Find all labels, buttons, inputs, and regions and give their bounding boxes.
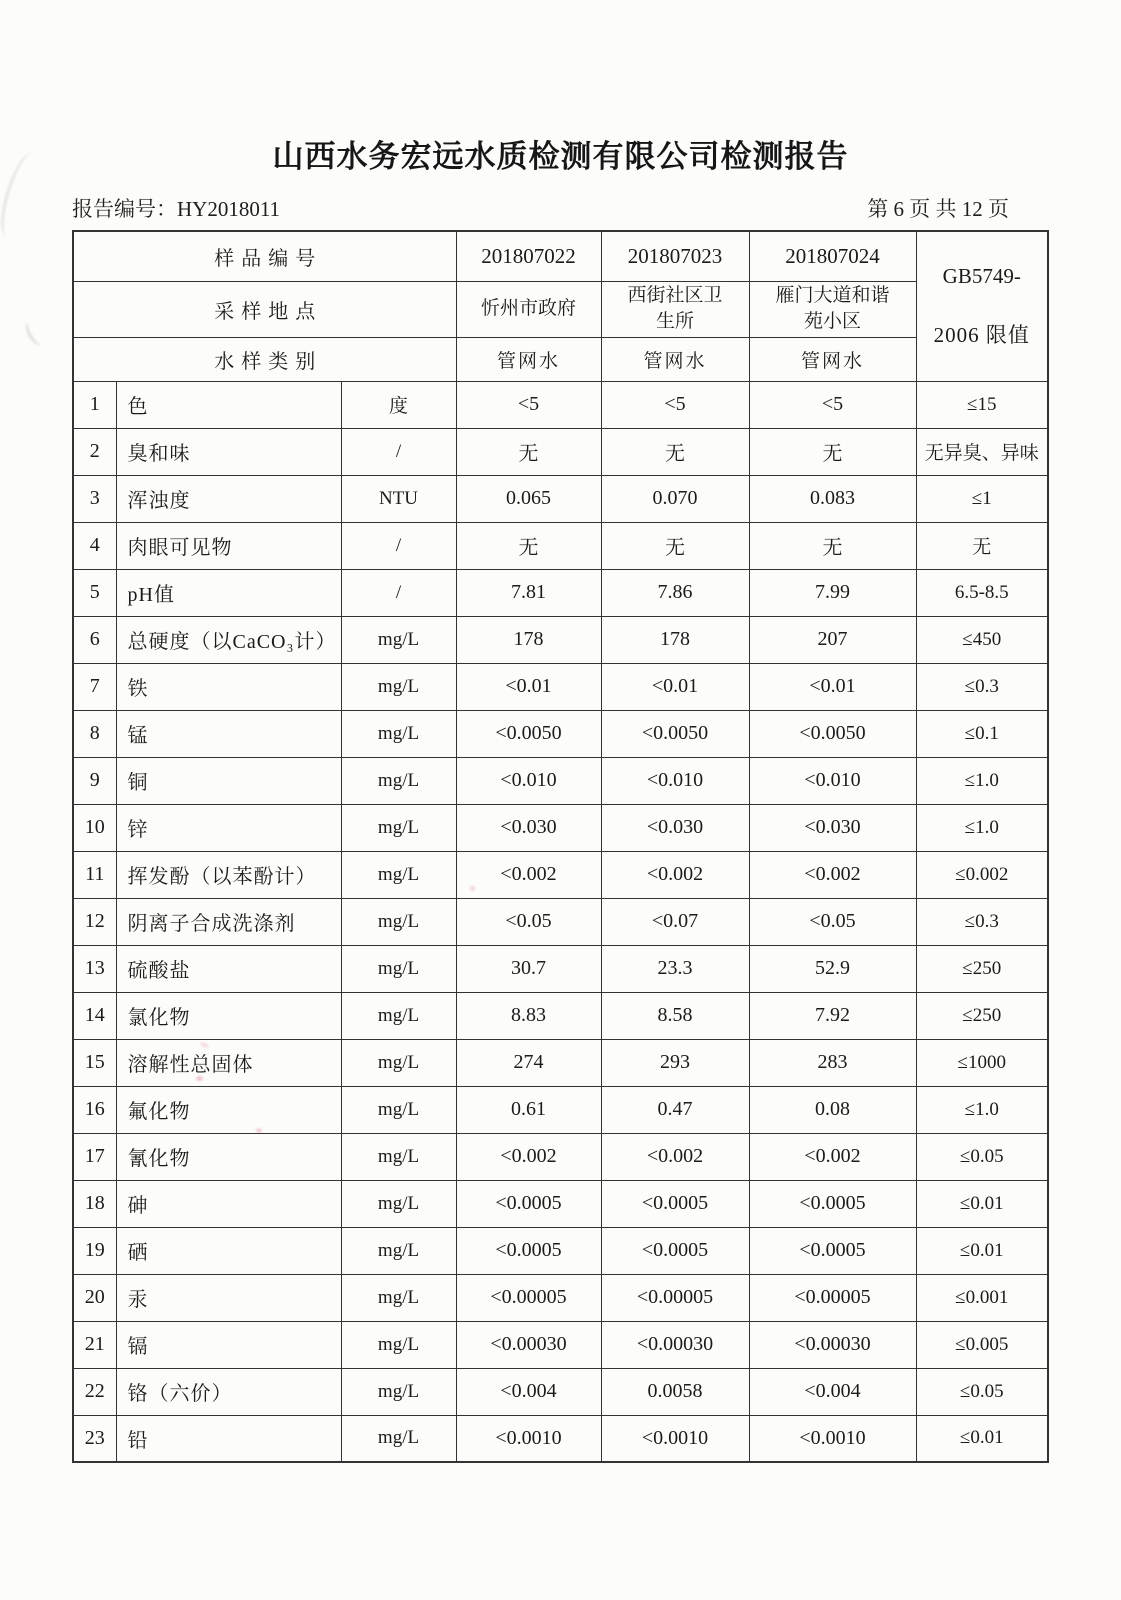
value-sample-3: 无 xyxy=(749,522,916,569)
value-sample-3: <0.00030 xyxy=(749,1321,916,1368)
table-row xyxy=(73,1180,1048,1227)
parameter-unit: mg/L xyxy=(341,1180,456,1227)
parameter-unit: mg/L xyxy=(341,1274,456,1321)
limit-value: ≤1000 xyxy=(916,1039,1048,1086)
parameter-unit: / xyxy=(341,522,456,569)
value-sample-1: <0.0005 xyxy=(456,1227,601,1274)
parameter-name: pH值 xyxy=(116,569,341,616)
value-sample-2: 0.070 xyxy=(601,475,749,522)
table-row xyxy=(73,428,1048,475)
value-sample-3: <0.0010 xyxy=(749,1415,916,1462)
value-sample-3: <0.030 xyxy=(749,804,916,851)
type-sample-2: 管网水 xyxy=(601,337,749,381)
limit-value: ≤1.0 xyxy=(916,804,1048,851)
parameter-unit: mg/L xyxy=(341,804,456,851)
table-row xyxy=(73,1086,1048,1133)
value-sample-2: <0.0010 xyxy=(601,1415,749,1462)
row-index: 3 xyxy=(73,475,116,522)
parameter-name: 锰 xyxy=(116,710,341,757)
parameter-name: 铜 xyxy=(116,757,341,804)
value-sample-2: 无 xyxy=(601,522,749,569)
value-sample-2: 178 xyxy=(601,616,749,663)
value-sample-1: <0.002 xyxy=(456,851,601,898)
value-sample-2: <0.030 xyxy=(601,804,749,851)
parameter-name: 臭和味 xyxy=(116,428,341,475)
value-sample-1: 7.81 xyxy=(456,569,601,616)
row-index: 13 xyxy=(73,945,116,992)
value-sample-3: <0.004 xyxy=(749,1368,916,1415)
page-indicator: 第 6 页 共 12 页 xyxy=(867,197,1009,221)
value-sample-3: 0.083 xyxy=(749,475,916,522)
value-sample-2: <5 xyxy=(601,381,749,428)
value-sample-1: <5 xyxy=(456,381,601,428)
report-number: 报告编号：HY2018011 xyxy=(72,197,281,221)
limit-value: ≤1.0 xyxy=(916,757,1048,804)
parameter-unit: mg/L xyxy=(341,663,456,710)
value-sample-2: <0.002 xyxy=(601,851,749,898)
scan-smudge xyxy=(22,318,47,348)
parameter-name: 砷 xyxy=(116,1180,341,1227)
parameter-name: 总硬度（以CaCO₃计） xyxy=(116,616,341,663)
table-row xyxy=(73,569,1048,616)
table-row xyxy=(73,1274,1048,1321)
parameter-unit: NTU xyxy=(341,475,456,522)
table-row xyxy=(73,616,1048,663)
parameter-unit: mg/L xyxy=(341,757,456,804)
parameter-unit: mg/L xyxy=(341,992,456,1039)
row-index: 8 xyxy=(73,710,116,757)
row-index: 4 xyxy=(73,522,116,569)
parameter-unit: mg/L xyxy=(341,1368,456,1415)
parameter-name: 硒 xyxy=(116,1227,341,1274)
sample-id-3: 201807024 xyxy=(749,231,916,281)
value-sample-2: <0.00030 xyxy=(601,1321,749,1368)
value-sample-2: <0.01 xyxy=(601,663,749,710)
table-row xyxy=(73,663,1048,710)
page-title: 山西水务宏远水质检测有限公司检测报告 xyxy=(272,139,849,174)
meta-row xyxy=(72,193,1047,223)
type-sample-1: 管网水 xyxy=(456,337,601,381)
value-sample-1: 无 xyxy=(456,522,601,569)
table-row xyxy=(73,475,1048,522)
value-sample-1: <0.004 xyxy=(456,1368,601,1415)
value-sample-3: 52.9 xyxy=(749,945,916,992)
value-sample-2: 7.86 xyxy=(601,569,749,616)
value-sample-2: 23.3 xyxy=(601,945,749,992)
row-index: 18 xyxy=(73,1180,116,1227)
parameter-name: 氯化物 xyxy=(116,992,341,1039)
results-table-body xyxy=(73,381,1048,1462)
value-sample-2: <0.0050 xyxy=(601,710,749,757)
value-sample-3: <5 xyxy=(749,381,916,428)
table-row xyxy=(73,1321,1048,1368)
value-sample-2: <0.07 xyxy=(601,898,749,945)
limit-value: 无异臭、异味 xyxy=(916,428,1048,475)
value-sample-1: 274 xyxy=(456,1039,601,1086)
value-sample-2: <0.002 xyxy=(601,1133,749,1180)
limit-standard-line2: 2006 限值 xyxy=(933,322,1030,347)
location-label: 采样地点 xyxy=(73,281,456,337)
row-index: 6 xyxy=(73,616,116,663)
parameter-name: 铅 xyxy=(116,1415,341,1462)
row-index: 11 xyxy=(73,851,116,898)
value-sample-1: <0.010 xyxy=(456,757,601,804)
limit-value: ≤0.05 xyxy=(916,1368,1048,1415)
limit-value: ≤0.01 xyxy=(916,1180,1048,1227)
row-index: 9 xyxy=(73,757,116,804)
parameter-name: 阴离子合成洗涤剂 xyxy=(116,898,341,945)
parameter-unit: / xyxy=(341,569,456,616)
parameter-unit: 度 xyxy=(341,381,456,428)
table-row xyxy=(73,1227,1048,1274)
parameter-name: 汞 xyxy=(116,1274,341,1321)
limit-value: ≤1.0 xyxy=(916,1086,1048,1133)
table-row xyxy=(73,522,1048,569)
header-row-sample-no xyxy=(73,231,1048,281)
parameter-name: 铁 xyxy=(116,663,341,710)
value-sample-1: <0.0050 xyxy=(456,710,601,757)
table-row xyxy=(73,381,1048,428)
value-sample-2: 8.58 xyxy=(601,992,749,1039)
sample-id-2: 201807023 xyxy=(601,231,749,281)
value-sample-2: 293 xyxy=(601,1039,749,1086)
row-index: 17 xyxy=(73,1133,116,1180)
value-sample-3: 283 xyxy=(749,1039,916,1086)
value-sample-1: <0.05 xyxy=(456,898,601,945)
row-index: 22 xyxy=(73,1368,116,1415)
row-index: 12 xyxy=(73,898,116,945)
value-sample-3: <0.002 xyxy=(749,1133,916,1180)
parameter-unit: mg/L xyxy=(341,1415,456,1462)
value-sample-3: <0.0005 xyxy=(749,1180,916,1227)
type-sample-3: 管网水 xyxy=(749,337,916,381)
row-index: 2 xyxy=(73,428,116,475)
table-row xyxy=(73,898,1048,945)
value-sample-1: 0.065 xyxy=(456,475,601,522)
value-sample-3: 0.08 xyxy=(749,1086,916,1133)
parameter-unit: mg/L xyxy=(341,1227,456,1274)
sample-id-1: 201807022 xyxy=(456,231,601,281)
parameter-name: 锌 xyxy=(116,804,341,851)
limit-value: ≤0.002 xyxy=(916,851,1048,898)
value-sample-1: <0.00005 xyxy=(456,1274,601,1321)
limit-value: ≤250 xyxy=(916,992,1048,1039)
type-label: 水样类别 xyxy=(73,337,456,381)
parameter-name: 溶解性总固体 xyxy=(116,1039,341,1086)
value-sample-3: <0.010 xyxy=(749,757,916,804)
value-sample-3: 7.92 xyxy=(749,992,916,1039)
row-index: 19 xyxy=(73,1227,116,1274)
value-sample-2: <0.0005 xyxy=(601,1180,749,1227)
results-table xyxy=(72,230,1049,1463)
value-sample-3: <0.0005 xyxy=(749,1227,916,1274)
parameter-unit: mg/L xyxy=(341,1086,456,1133)
limit-value: ≤0.005 xyxy=(916,1321,1048,1368)
parameter-unit: mg/L xyxy=(341,616,456,663)
value-sample-1: <0.00030 xyxy=(456,1321,601,1368)
table-row xyxy=(73,851,1048,898)
row-index: 16 xyxy=(73,1086,116,1133)
row-index: 20 xyxy=(73,1274,116,1321)
table-row xyxy=(73,710,1048,757)
table-row xyxy=(73,1039,1048,1086)
parameter-unit: mg/L xyxy=(341,851,456,898)
limit-value: 无 xyxy=(916,522,1048,569)
row-index: 7 xyxy=(73,663,116,710)
parameter-unit: mg/L xyxy=(341,1133,456,1180)
limit-value: ≤0.001 xyxy=(916,1274,1048,1321)
value-sample-2: <0.00005 xyxy=(601,1274,749,1321)
parameter-name: 铬（六价） xyxy=(116,1368,341,1415)
limit-value: ≤0.01 xyxy=(916,1415,1048,1462)
limit-value: 6.5-8.5 xyxy=(916,569,1048,616)
parameter-name: 肉眼可见物 xyxy=(116,522,341,569)
location-sample-1: 忻州市政府 xyxy=(456,281,601,337)
row-index: 23 xyxy=(73,1415,116,1462)
value-sample-1: <0.030 xyxy=(456,804,601,851)
limit-value: ≤0.01 xyxy=(916,1227,1048,1274)
value-sample-1: <0.0005 xyxy=(456,1180,601,1227)
parameter-name: 氰化物 xyxy=(116,1133,341,1180)
limit-value: ≤15 xyxy=(916,381,1048,428)
value-sample-3: <0.05 xyxy=(749,898,916,945)
row-index: 14 xyxy=(73,992,116,1039)
row-index: 5 xyxy=(73,569,116,616)
value-sample-1: <0.01 xyxy=(456,663,601,710)
parameter-name: 硫酸盐 xyxy=(116,945,341,992)
table-row xyxy=(73,1415,1048,1462)
location-sample-2: 西街社区卫生所 xyxy=(601,281,749,337)
value-sample-1: <0.0010 xyxy=(456,1415,601,1462)
value-sample-2: <0.010 xyxy=(601,757,749,804)
parameter-name: 色 xyxy=(116,381,341,428)
row-index: 21 xyxy=(73,1321,116,1368)
limit-value: ≤250 xyxy=(916,945,1048,992)
limit-value: ≤450 xyxy=(916,616,1048,663)
limit-value: ≤0.3 xyxy=(916,898,1048,945)
parameter-name: 氟化物 xyxy=(116,1086,341,1133)
value-sample-1: 30.7 xyxy=(456,945,601,992)
limit-value: ≤0.1 xyxy=(916,710,1048,757)
table-row xyxy=(73,992,1048,1039)
limit-value: ≤1 xyxy=(916,475,1048,522)
value-sample-1: 无 xyxy=(456,428,601,475)
parameter-unit: mg/L xyxy=(341,1321,456,1368)
parameter-name: 镉 xyxy=(116,1321,341,1368)
table-row xyxy=(73,804,1048,851)
value-sample-3: <0.002 xyxy=(749,851,916,898)
value-sample-3: 无 xyxy=(749,428,916,475)
value-sample-1: 178 xyxy=(456,616,601,663)
row-index: 10 xyxy=(73,804,116,851)
value-sample-3: <0.01 xyxy=(749,663,916,710)
limit-standard-header xyxy=(916,231,1048,381)
header-row-type xyxy=(73,337,1048,381)
parameter-name: 浑浊度 xyxy=(116,475,341,522)
value-sample-3: 207 xyxy=(749,616,916,663)
limit-value: ≤0.3 xyxy=(916,663,1048,710)
table-row xyxy=(73,757,1048,804)
value-sample-3: 7.99 xyxy=(749,569,916,616)
table-row xyxy=(73,945,1048,992)
value-sample-1: 8.83 xyxy=(456,992,601,1039)
value-sample-2: 无 xyxy=(601,428,749,475)
parameter-unit: mg/L xyxy=(341,1039,456,1086)
parameter-unit: mg/L xyxy=(341,945,456,992)
value-sample-1: 0.61 xyxy=(456,1086,601,1133)
value-sample-1: <0.002 xyxy=(456,1133,601,1180)
parameter-name: 挥发酚（以苯酚计） xyxy=(116,851,341,898)
parameter-unit: mg/L xyxy=(341,710,456,757)
header-row-location xyxy=(73,281,1048,337)
value-sample-2: 0.47 xyxy=(601,1086,749,1133)
table-row xyxy=(73,1133,1048,1180)
row-index: 15 xyxy=(73,1039,116,1086)
value-sample-2: 0.0058 xyxy=(601,1368,749,1415)
location-sample-3: 雁门大道和谐苑小区 xyxy=(749,281,916,337)
parameter-unit: / xyxy=(341,428,456,475)
parameter-unit: mg/L xyxy=(341,898,456,945)
sample-no-label: 样品编号 xyxy=(73,231,456,281)
value-sample-3: <0.00005 xyxy=(749,1274,916,1321)
table-row xyxy=(73,1368,1048,1415)
limit-standard-line1: GB5749- xyxy=(942,263,1021,288)
value-sample-3: <0.0050 xyxy=(749,710,916,757)
limit-value: ≤0.05 xyxy=(916,1133,1048,1180)
value-sample-2: <0.0005 xyxy=(601,1227,749,1274)
row-index: 1 xyxy=(73,381,116,428)
